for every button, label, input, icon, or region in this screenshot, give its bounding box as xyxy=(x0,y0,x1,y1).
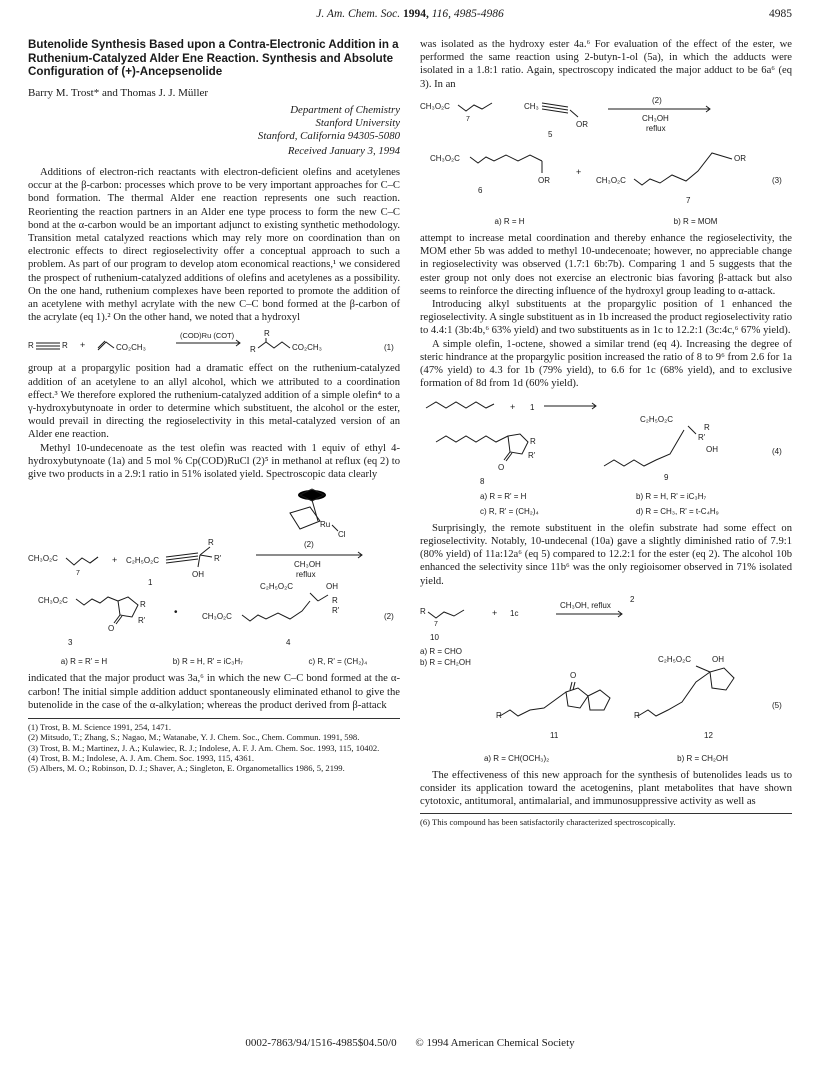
eq2-compound-3: 3 xyxy=(68,638,73,648)
eq3-prod7-ester: CH₃O₂C xyxy=(596,175,626,185)
eq5-prod12-ester: C₂H₅O₂C xyxy=(658,654,691,664)
eq2-prod4-top-ester: C₂H₅O₂C xyxy=(260,582,293,592)
footnote-6: (6) This compound has been satisfactorily characterized spectroscopically. xyxy=(420,813,792,828)
eq5-prod12-oh: OH xyxy=(712,654,724,664)
eq2-r: R xyxy=(208,538,214,548)
eq5-sub7: 7 xyxy=(434,620,438,628)
equation-5 xyxy=(420,592,792,765)
article-title: Butenolide Synthesis Based upon a Contra-Electronic Addition in a Ruthenium-Catalyzed Alder Ene Reaction. Synthesis and Absolute Configuration of (+)-Ancepsenolide xyxy=(28,38,399,78)
eq5-number: (5) xyxy=(772,700,782,710)
eq1-plus: + xyxy=(80,340,86,351)
eq3-prod6-or: OR xyxy=(538,175,550,185)
eq3-conditions: reflux xyxy=(646,123,666,133)
eq3-plus: + xyxy=(576,166,582,177)
eq1-r-left: R xyxy=(28,341,34,351)
eq5-r: R xyxy=(420,606,426,616)
paragraph-acetogenins: The effectiveness of this new approach for the synthesis of butenolides leads us to consider its application toward the acetogenins, plant metabolites that have shown cytotoxic, antitumoral, antimalarial, and immunosuppressive activity as well as xyxy=(420,770,792,808)
eq5-compound-11: 11 xyxy=(550,730,559,740)
paragraph-octene: A simple olefin, 1-octene, showed a similar trend (eq 4). Increasing the degree of steric hindrance at the propargylic position increased the ratio of 8 to 9⁶ from 2.6 for 1a (47% yield) to 4.3 for 1b (79% yield), to 6.6 for 1c (68% yield), and to exclusive formation of 8d from 1d (60% yield). xyxy=(420,338,792,390)
journal-name: J. Am. Chem. Soc. xyxy=(316,8,401,20)
footnote-4: (4) Trost, B. M.; Indolese, A. J. Am. Chem. Soc. 1993, 115, 4361. xyxy=(28,752,254,763)
eq4-prod8-o: O xyxy=(498,463,505,473)
eq1-number: (1) xyxy=(384,343,394,353)
eq2-ru: Ru xyxy=(320,520,331,530)
eq2-compound-1: 1 xyxy=(148,578,153,588)
footnotes xyxy=(28,722,400,773)
equation-3 xyxy=(420,95,792,228)
eq5-legend-b: b) R = CH₂OH xyxy=(677,753,729,763)
eq2-cl: Cl xyxy=(338,530,346,540)
eq3-prod7-or: OR xyxy=(734,153,746,163)
equation-4 xyxy=(420,394,792,517)
eq2-prod3-ester: CH₃O₂C xyxy=(38,596,68,606)
eq3-ch3: CH₃ xyxy=(524,101,539,111)
eq2-solvent: CH₃OH xyxy=(294,560,321,570)
eq5-prod11-o: O xyxy=(570,670,577,680)
eq2-conditions: reflux xyxy=(296,570,316,580)
eq5-prod12-r: R xyxy=(634,710,640,720)
eq2-legend-b: b) R = H, R' = iC₃H₇ xyxy=(172,657,243,667)
eq4-compound-8: 8 xyxy=(480,477,485,487)
eq2-prod4-oh: OH xyxy=(326,582,338,592)
paragraph-major-product: indicated that the major product was 3a,⁶ in which the new C–C bond formed at the α-carbon! The initial simple addition adduct spontaneously eliminated ethanol to give the butenolide in the case of the α-alkylation; whereas the product derived from β-attack xyxy=(28,673,400,711)
eq3-compound-7: 7 xyxy=(686,195,691,205)
paragraph-hydroxyl: group at a propargylic position had a dramatic effect on the ruthenium-catalyzed addition of an acetylene to an allyl alcohol, which we attributed to a coordination effect.³ We therefore explored the ruthenium-catalyzed addition of a simple olefin⁴ to a γ-hydroxybutynoate in order to determine which substituent, the alcohol or the ester, would prevail in directing the regioselectivity in this metal-catalyzed version of an Alder ene reaction. xyxy=(28,363,400,441)
eq5-catalyst: 2 xyxy=(630,594,635,604)
eq2-plus: + xyxy=(112,555,118,566)
footnote-2: (2) Mitsudo, T.; Zhang, S.; Nagao, M.; Watanabe, Y. J. Chem. Soc., Chem. Commun. 1991, 598. xyxy=(28,732,360,743)
eq5-compound-10: 10 xyxy=(430,632,439,642)
paragraph-intro: Additions of electron-rich reactants with electron-deficient olefins and acetylenes occur at the β-carbon: processes which prove to be very important approaches for C–C bond formation. The thermal Alder ene reaction represents one such reaction. Reorienting the reaction partners in an Alder ene type process to form the new C–C bond at the α-carbon would be an important adjunct to existing synthetic methodology. Transition metal catalyzed reactions which may rely more on coordination than on electronic effects to direct regioselectivity offer a conceptual approach to such a problem. As part of our program to develop atom economical reactions,¹ we considered the prospect of ruthenium-catalyzed additions of olefins and acetylenes as a possibility. On the one hand, ruthenium complexes have been reported to promote the addition of an acetylene with methyl acrylate with the new C–C bond formed at the β-carbon of the acrylate (eq 1).² On the other hand, we noted that a hydroxyl xyxy=(28,166,400,324)
eq1-product-ester: CO₂CH₃ xyxy=(292,343,322,353)
eq3-or: OR xyxy=(576,119,588,129)
received-date: Received January 3, 1994 xyxy=(287,144,400,157)
paragraph-alkyl-substituents: Introducing alkyl substituents at the propargylic position of 1 enhanced the regioselectivity. A single substituent as in 1b increased the product regioselectivity ratio to 4.4:1 (3b:4b,⁶ 63% yield) and two substituents as in 1c to 12.2:1 (3c:4c,⁶ 67% yield). xyxy=(420,299,792,337)
eq3-prod6-ester: CH₃O₂C xyxy=(430,153,460,163)
eq3-compound-5: 5 xyxy=(548,129,553,139)
eq4-prod8-r: R xyxy=(530,437,536,447)
journal-pages: 4985-4986 xyxy=(453,8,504,20)
eq4-number: (4) xyxy=(772,447,782,457)
eq1-r-right: R xyxy=(62,341,68,351)
eq3-solvent: CH₃OH xyxy=(642,113,669,123)
eq2-catalyst-label: (2) xyxy=(304,540,314,550)
eq2-compound-4: 4 xyxy=(286,638,291,648)
running-header xyxy=(0,8,820,20)
eq2-dot: • xyxy=(174,607,178,619)
article-authors: Barry M. Trost* and Thomas J. J. Müller xyxy=(28,86,209,99)
eq4-prod9-r: R xyxy=(704,423,710,433)
eq5-legend-10a: a) R = CHO xyxy=(420,646,463,656)
eq3-catalyst: (2) xyxy=(652,95,662,105)
footnote-1: (1) Trost, B. M. Science 1991, 254, 1471. xyxy=(28,721,171,732)
eq2-ester: CH₃O₂C xyxy=(28,554,58,564)
eq3-ester: CH₃O₂C xyxy=(420,101,450,111)
eq4-legend-a: a) R = R' = H xyxy=(480,492,527,502)
eq2-number: (2) xyxy=(384,612,394,622)
footer-code: 0002-7863/94/1516-4985$04.50/0 xyxy=(245,1037,397,1049)
footnote-5: (5) Albers, M. O.; Robinson, D. J.; Shaver, A.; Singleton, E. Organometallics 1986, 5, 2199. xyxy=(28,763,345,774)
eq2-sub7: 7 xyxy=(76,570,80,578)
paragraph-methyl-undecenoate: Methyl 10-undecenoate as the test olefin was reacted with 1 equiv of ethyl 4-hydroxybutynoate (1a) and 5 mol % Cp(COD)RuCl (2)⁵ in methanol at reflux (eq 2) to give two products in a 2.9:1 ratio in 51% isolated yield. Spectroscopic data clearly xyxy=(28,442,400,480)
affiliation-city: Stanford, California 94305-5080 xyxy=(257,129,400,142)
eq3-sub7: 7 xyxy=(466,115,470,123)
eq2-reagent-ester: C₂H₅O₂C xyxy=(126,556,159,566)
eq2-legend-a: a) R = R' = H xyxy=(60,657,108,667)
eq4-legend-b: b) R = H, R' = iC₃H₇ xyxy=(636,492,707,502)
eq4-legend-c: c) R, R' = (CH₂)₄ xyxy=(480,506,539,516)
page-footer xyxy=(0,1037,820,1049)
eq2-r2: R' xyxy=(214,554,222,564)
eq4-prod8-r2: R' xyxy=(528,451,536,461)
eq2-prod3-r2: R' xyxy=(138,616,146,626)
eq5-legend-a: a) R = CH(OCH₃)₂ xyxy=(483,753,550,763)
footnote-3: (3) Trost, B. M.; Martinez, J. A.; Kulawiec, R. J.; Indolese, A. F. J. Am. Chem. Soc. 1993, 115, 10402. xyxy=(28,742,380,753)
eq2-legend-c: c) R, R' = (CH₂)₄ xyxy=(308,657,368,667)
eq2-prod3-r: R xyxy=(140,600,146,610)
eq5-compound-1c: 1c xyxy=(510,608,519,618)
equation-1 xyxy=(28,328,400,358)
eq2-prod4-r2: R' xyxy=(332,606,340,616)
eq3-compound-6: 6 xyxy=(478,185,483,195)
eq4-prod9-ester: C₂H₅O₂C xyxy=(640,415,673,425)
eq1-ester: CO₂CH₃ xyxy=(116,343,146,353)
journal-year: 1994, xyxy=(402,8,429,20)
eq3-legend-a: a) R = H xyxy=(494,216,525,226)
affiliation-university: Stanford University xyxy=(315,116,400,129)
footnote-divider xyxy=(28,718,400,719)
equation-2 xyxy=(28,485,400,668)
eq2-prod4-r: R xyxy=(332,596,338,606)
paragraph-hydroxy-ester: was isolated as the hydroxy ester 4a.⁶ For evaluation of the effect of the ester, we performed the same reaction using 2-butyn-1-ol (5a), in which the adducts were isolated in a 1.8:1 ratio. Again, spectroscopy indicated the major adduct to be 6a⁶ (eq 3). In an xyxy=(420,39,792,90)
eq4-legend-d: d) R = CH₃, R' = t-C₄H₉ xyxy=(636,506,719,516)
page-number: 4985 xyxy=(769,8,792,20)
eq3-legend-b: b) R = MOM xyxy=(673,216,718,226)
eq5-legend-10b: b) R = CH₂OH xyxy=(420,657,471,667)
eq4-plus: + xyxy=(510,402,516,413)
affiliation-dept: Department of Chemistry xyxy=(290,103,400,116)
eq5-compound-12: 12 xyxy=(704,730,713,740)
eq4-compound-1: 1 xyxy=(530,403,535,413)
eq5-prod11-r: R xyxy=(496,710,502,720)
paragraph-mom-ether: attempt to increase metal coordination and thereby enhance the regioselectivity, the MOM ether 5b was added to methyl 10-undecenoate; however, no appreciable change in regioselectivity was observed (1.7:1 6b:7b). Comparing 1 and 5 suggests that the ester group not only does not exercise an electronic bias favoring β-attack but also seems to reinforce the directing influence of the hydroxyl group leading to α-attack. xyxy=(420,233,792,297)
eq2-prod4-ester: CH₃O₂C xyxy=(202,612,232,622)
journal-volume: 116, xyxy=(431,8,451,20)
eq1-product-r2: R xyxy=(250,345,256,355)
left-column xyxy=(28,38,400,773)
paragraph-remote-substituent: Surprisingly, the remote substituent in the olefin substrate had some effect on regioselectivity. Notably, 10-undecenal (10a) gave a slightly diminished ratio of 7.9:1 (80% yield) of 11a:12a⁶ (eq 5) compared to 12.2:1 for the ester (eq 2). The alcohol 10b enhanced the selectivity since 11b⁶ was the only regioisomer observed in 71% isolated yield. xyxy=(420,522,792,587)
eq2-prod3-o: O xyxy=(108,624,115,634)
right-column xyxy=(420,38,792,827)
footer-copyright: © 1994 American Chemical Society xyxy=(415,1037,575,1049)
eq4-compound-9: 9 xyxy=(664,473,669,483)
eq1-product-r: R xyxy=(264,329,270,339)
eq2-oh: OH xyxy=(192,570,204,580)
eq3-number: (3) xyxy=(772,175,782,185)
eq4-prod9-oh: OH xyxy=(706,445,718,455)
eq1-reagent: (COD)Ru (COT) xyxy=(180,331,235,341)
eq5-conditions: CH₃OH, reflux xyxy=(560,600,611,610)
eq4-prod9-r2: R' xyxy=(698,433,706,443)
eq5-plus: + xyxy=(492,607,498,618)
